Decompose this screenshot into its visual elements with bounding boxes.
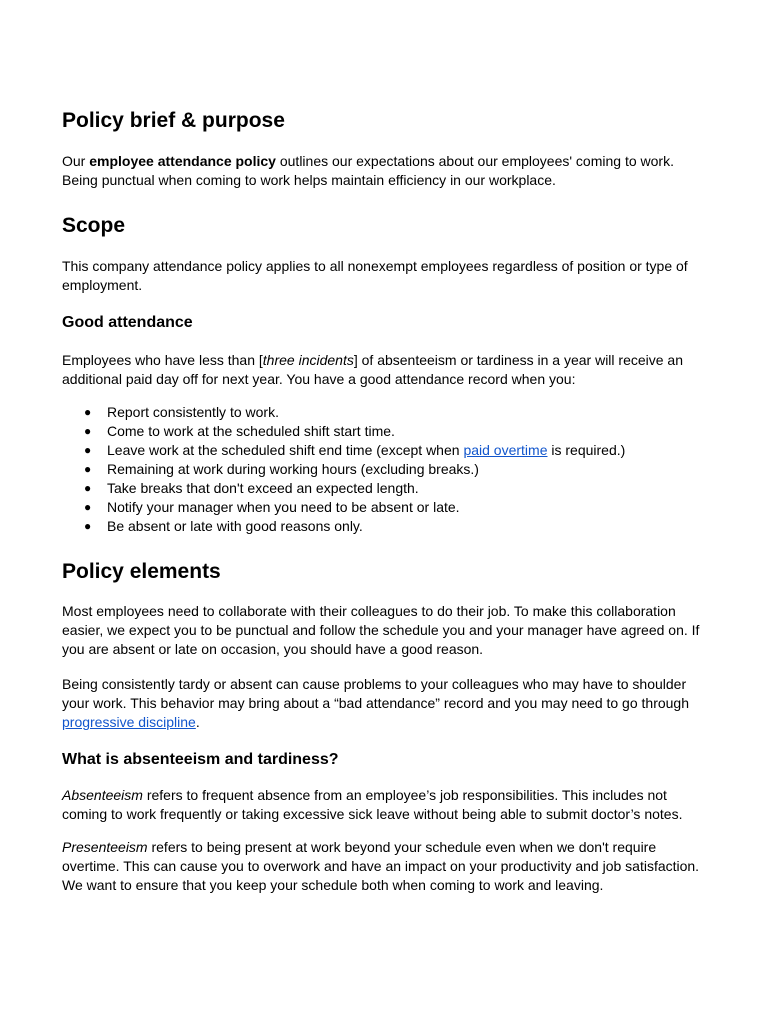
- text-run: .: [195, 714, 200, 730]
- bold-term: employee attendance policy: [89, 153, 276, 169]
- list-item: [62, 498, 625, 517]
- heading-good-attendance: Good attendance: [62, 314, 193, 331]
- list-item: [62, 460, 625, 479]
- text-run: refers to frequent absence from an employee’s job responsibilities. This includes not: [142, 787, 667, 803]
- bullet-icon: ●: [84, 405, 92, 419]
- bullet-icon: ●: [84, 481, 92, 495]
- paragraph-presenteeism: [62, 838, 702, 895]
- italic-term: Absenteeism: [62, 787, 143, 803]
- text-run: Our: [62, 153, 90, 169]
- heading-absenteeism: What is absenteeism and tardiness?: [62, 751, 339, 768]
- list-item-text: Leave work at the scheduled shift end time (except when: [107, 442, 464, 458]
- bullet-icon: ●: [84, 519, 92, 533]
- text-run: ] of absenteeism or tardiness in a year will receive an: [353, 352, 684, 368]
- text-line: easier, we expect you to be punctual and follow the schedule you and your manager have agreed on. If: [62, 622, 700, 638]
- bullet-icon: ●: [84, 500, 92, 514]
- list-item-text: is required.): [547, 442, 626, 458]
- paragraph-policy-elements-1: [62, 602, 702, 659]
- list-item: [62, 517, 625, 536]
- paragraph-policy-brief: [62, 152, 702, 190]
- progressive-discipline-link[interactable]: progressive discipline: [62, 714, 196, 730]
- text-line: This company attendance policy applies to all nonexempt employees regardless of position or type of: [62, 258, 688, 274]
- text-line: you are absent or late on occasion, you should have a good reason.: [62, 641, 484, 657]
- paragraph-policy-elements-2: [62, 675, 702, 732]
- heading-policy-elements: Policy elements: [62, 560, 221, 583]
- text-run: outlines our expectations about our employees' coming to work.: [275, 153, 674, 169]
- text-line: Being consistently tardy or absent can cause problems to your colleagues who may have to shoulder: [62, 676, 687, 692]
- list-item-text: Notify your manager when you need to be absent or late.: [107, 499, 460, 515]
- text-line: employment.: [62, 277, 143, 293]
- italic-term: Presenteeism: [62, 839, 148, 855]
- text-line: We want to ensure that you keep your schedule both when coming to work and leaving.: [62, 877, 604, 893]
- text-line: your work. This behavior may bring about a “bad attendance” record and you may need to go through: [62, 695, 690, 711]
- bullet-icon: ●: [84, 424, 92, 438]
- list-item: [62, 403, 625, 422]
- text-line: overtime. This can cause you to overwork and have an impact on your productivity and job satisfaction.: [62, 858, 700, 874]
- text-line: coming to work frequently or taking excessive sick leave without being able to submit doctor’s notes.: [62, 806, 683, 822]
- heading-policy-brief: Policy brief & purpose: [62, 109, 285, 132]
- bullet-icon: ●: [84, 443, 92, 457]
- list-item-text: Be absent or late with good reasons only.: [107, 518, 363, 534]
- list-item: [62, 422, 625, 441]
- text-line: Most employees need to collaborate with their colleagues to do their job. To make this collaboration: [62, 603, 676, 619]
- bullet-icon: ●: [84, 462, 92, 476]
- good-attendance-list: [62, 403, 625, 536]
- paragraph-absenteeism: [62, 786, 702, 824]
- list-item-text: Report consistently to work.: [107, 404, 279, 420]
- text-run: refers to being present at work beyond your schedule even when we don't require: [147, 839, 657, 855]
- list-item-text: Come to work at the scheduled shift start time.: [107, 423, 395, 439]
- text-run: Employees who have less than [: [62, 352, 263, 368]
- list-item: [62, 479, 625, 498]
- heading-scope: Scope: [62, 214, 126, 237]
- text-line: additional paid day off for next year. You have a good attendance record when you:: [62, 371, 576, 387]
- text-line: Being punctual when coming to work helps maintain efficiency in our workplace.: [62, 172, 556, 188]
- paragraph-good-attendance: [62, 351, 702, 389]
- paid-overtime-link[interactable]: paid overtime: [463, 442, 548, 458]
- paragraph-scope: [62, 257, 702, 295]
- italic-term: three incidents: [262, 352, 354, 368]
- list-item-text: Take breaks that don't exceed an expected length.: [107, 480, 419, 496]
- list-item-text: Remaining at work during working hours (excluding breaks.): [107, 461, 479, 477]
- list-item: [62, 441, 625, 460]
